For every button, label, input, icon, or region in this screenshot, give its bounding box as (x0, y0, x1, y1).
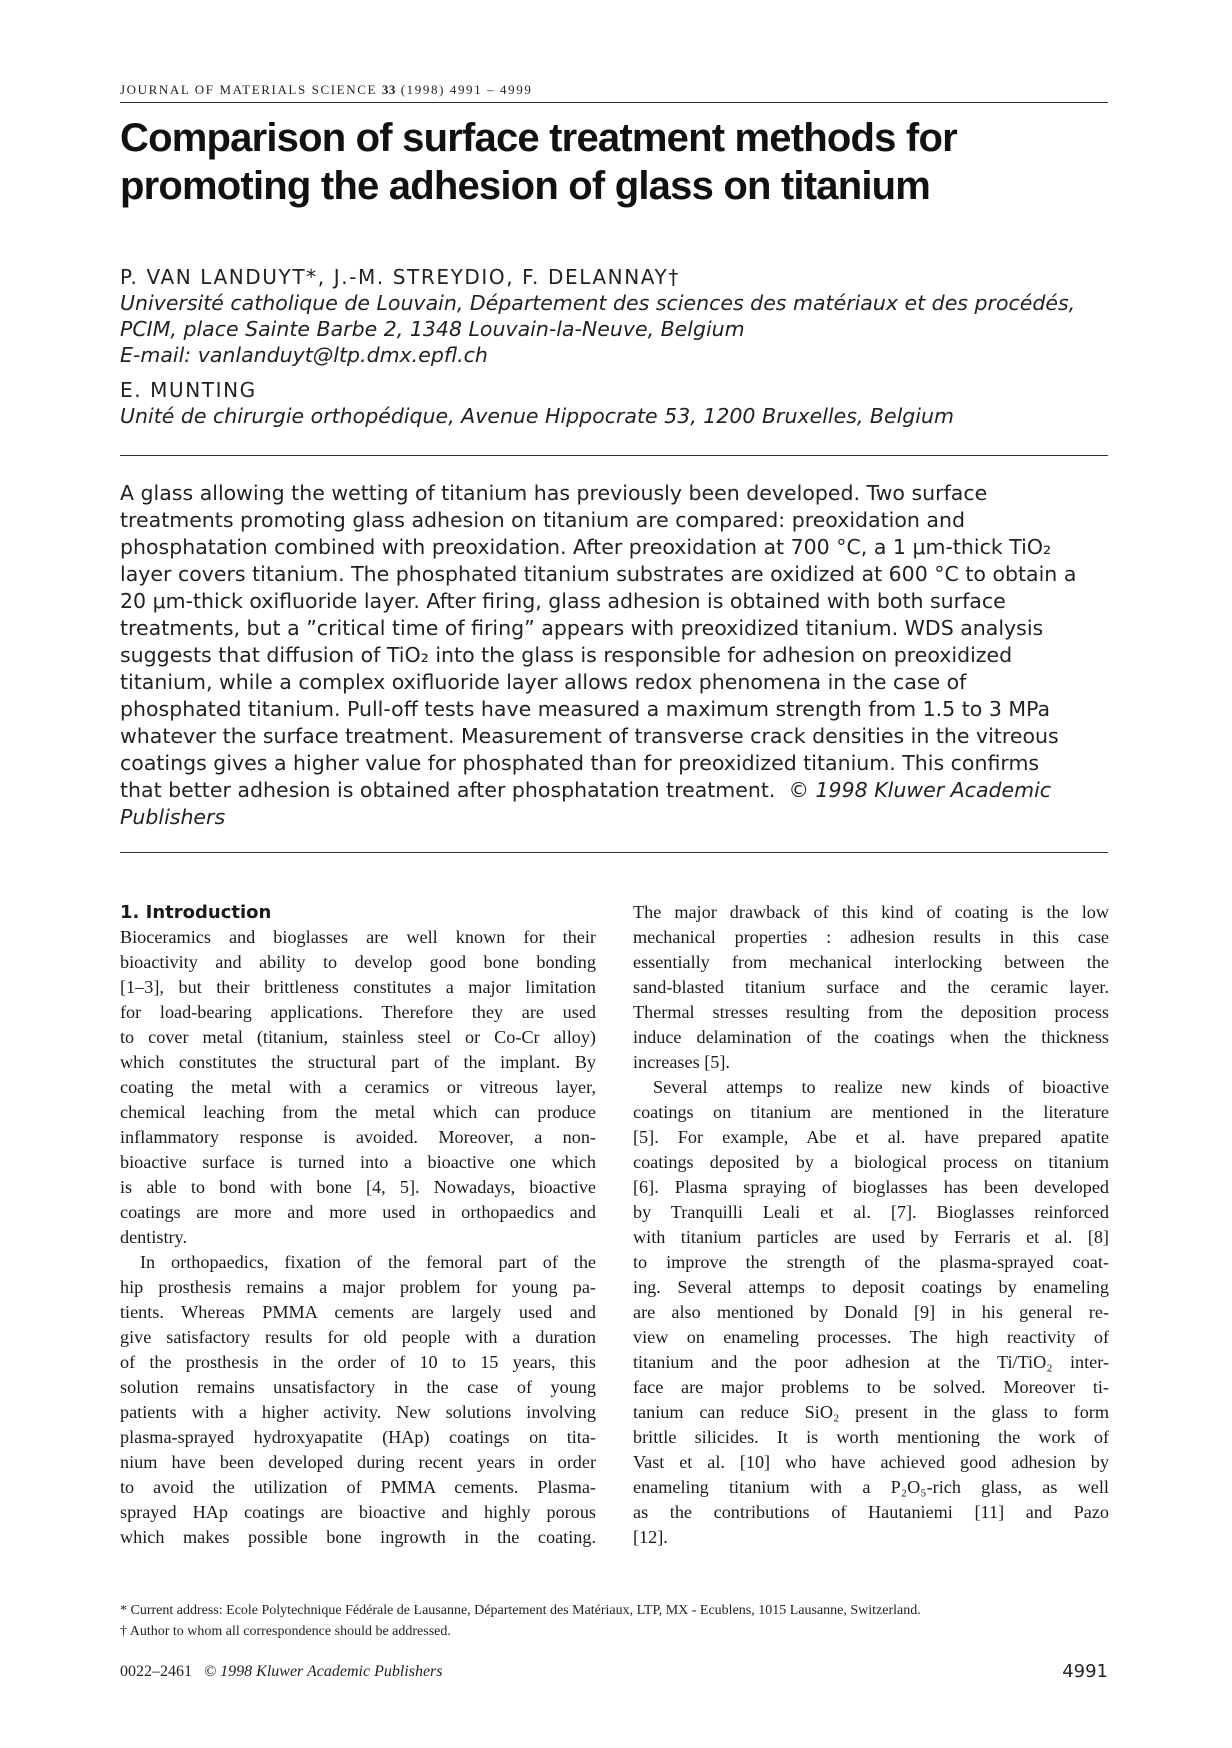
journal-running-header (120, 82, 1108, 103)
body-line: face are major problems to be solved. Moreover ti- (633, 1377, 1109, 1397)
journal-year-pages: (1998) 4991 – 4999 (400, 82, 533, 97)
footer-copyright: © 1998 Kluwer Academic Publishers (204, 1663, 443, 1680)
body-line: In orthopaedics, fixation of the femoral part of the (140, 1252, 596, 1272)
body-line: to avoid the utilization of PMMA cements. Plasma- (120, 1477, 596, 1497)
body-line: mechanical properties : adhesion results in this case (633, 927, 1109, 947)
body-line: give satisfactory results for old people with a duration (120, 1327, 596, 1347)
author-email: E-mail: vanlanduyt@ltp.dmx.epfl.ch (120, 343, 488, 367)
abstract-line: phosphatation combined with preoxidation. After preoxidation at 700 °C, a 1 μm-thick TiO₂ (120, 535, 1052, 559)
body-line: [6]. Plasma spraying of bioglasses has been developed (633, 1177, 1109, 1197)
abstract-line: A glass allowing the wetting of titanium has previously been developed. Two surface (120, 481, 988, 505)
abstract-line: treatments, but a ”critical time of firing” appears with preoxidized titanium. WDS analysis (120, 616, 1044, 640)
journal-name: JOURNAL OF MATERIALS SCIENCE (120, 82, 378, 97)
body-line: essentially from mechanical interlocking between the (633, 952, 1109, 972)
body-line: by Tranquilli Leali et al. [7]. Bioglasses reinforced (633, 1202, 1109, 1222)
body-line: plasma-sprayed hydroxyapatite (HAp) coatings on tita- (120, 1427, 596, 1447)
body-line: as the contributions of Hautaniemi [11] and Pazo (633, 1502, 1109, 1522)
title-line: Comparison of surface treatment methods for (120, 116, 957, 160)
footer-issn: 0022–2461 (120, 1663, 192, 1680)
body-line: view on enameling processes. The high reactivity of (633, 1327, 1109, 1347)
footnotes (120, 1600, 1120, 1642)
body-line: [12]. (633, 1527, 668, 1547)
body-line: chemical leaching from the metal which can produce (120, 1102, 596, 1122)
body-line: nium have been developed during recent years in order (120, 1452, 596, 1472)
title-line: promoting the adhesion of glass on titanium (120, 164, 931, 208)
affiliation-1 (120, 290, 1120, 368)
body-line: sprayed HAp coatings are bioactive and highly porous (120, 1502, 596, 1522)
article-title (120, 114, 1120, 210)
body-line: ing. Several attemps to deposit coatings by enameling (633, 1277, 1109, 1297)
affiliation-line: PCIM, place Sainte Barbe 2, 1348 Louvain-la-Neuve, Belgium (120, 317, 745, 341)
abstract-line-text: that better adhesion is obtained after phosphatation treatment. (120, 778, 776, 802)
body-line: titanium and the poor adhesion at the Ti/TiO₂ inter- (633, 1352, 1109, 1372)
abstract-copyright: © 1998 Kluwer Academic (788, 778, 1052, 802)
footnote-current-address: * Current address: Ecole Polytechnique Fédérale de Lausanne, Département des Matériaux, LTP, MX - Ecublens, 1015 Lausanne, Switzerland. (120, 1603, 921, 1618)
body-line: inflammatory response is avoided. Moreover, a non- (120, 1127, 596, 1147)
body-line: are also mentioned by Donald [9] in his general re- (633, 1302, 1109, 1322)
body-line: sand-blasted titanium surface and the ceramic layer. (633, 977, 1109, 997)
body-line: tanium can reduce SiO₂ present in the glass to form (633, 1402, 1109, 1422)
body-line: patients with a higher activity. New solutions involving (120, 1402, 596, 1422)
body-line: to cover metal (titanium, stainless steel or Co-Cr alloy) (120, 1027, 596, 1047)
body-line: The major drawback of this kind of coating is the low (633, 902, 1109, 922)
body-line: which constitutes the structural part of the implant. By (120, 1052, 596, 1072)
body-line: enameling titanium with a P₂O₅-rich glass, as well (633, 1477, 1109, 1497)
body-line: increases [5]. (633, 1052, 730, 1072)
affiliation-2 (120, 403, 1120, 429)
body-line: of the prosthesis in the order of 10 to 15 years, this (120, 1352, 596, 1372)
body-line: [1–3], but their brittleness constitutes a major limitation (120, 977, 596, 997)
body-line: bioactivity and ability to develop good bone bonding (120, 952, 596, 972)
body-line: [5]. For example, Abe et al. have prepared apatite (633, 1127, 1109, 1147)
body-line: is able to bond with bone [4, 5]. Nowadays, bioactive (120, 1177, 596, 1197)
abstract-line: coatings gives a higher value for phosphated than for preoxidized titanium. This confirms (120, 751, 1040, 775)
body-line: Several attemps to realize new kinds of bioactive (653, 1077, 1109, 1097)
divider-bottom (120, 852, 1108, 853)
affiliation-line: Université catholique de Louvain, Département des sciences des matériaux et des procédés, (120, 291, 1076, 315)
abstract-line: titanium, while a complex oxifluoride layer allows redox phenomena in the case of (120, 670, 967, 694)
abstract-line (120, 777, 1110, 804)
body-line: dentistry. (120, 1227, 188, 1247)
body-line: with titanium particles are used by Ferraris et al. [8] (633, 1227, 1109, 1247)
affiliation-line: Unité de chirurgie orthopédique, Avenue Hippocrate 53, 1200 Bruxelles, Belgium (120, 404, 954, 428)
abstract-line: treatments promoting glass adhesion on titanium are compared: preoxidation and (120, 508, 965, 532)
footnote-correspondence: † Author to whom all correspondence should be addressed. (120, 1624, 451, 1639)
footer-issn-copyright (120, 1663, 443, 1681)
abstract-line: suggests that diffusion of TiO₂ into the glass is responsible for adhesion on preoxidized (120, 643, 1013, 667)
body-line: brittle silicides. It is worth mentioning the work of (633, 1427, 1109, 1447)
author-list-2: E. MUNTING (120, 378, 257, 402)
body-line: to improve the strength of the plasma-sprayed coat- (633, 1252, 1109, 1272)
abstract-line: 20 μm-thick oxifluoride layer. After firing, glass adhesion is obtained with both surface (120, 589, 1006, 613)
divider-top (120, 455, 1108, 456)
right-column (633, 900, 1109, 1550)
abstract-copyright-end: Publishers (120, 805, 226, 829)
body-line: for load-bearing applications. Therefore they are used (120, 1002, 596, 1022)
body-line: hip prosthesis remains a major problem for young pa- (120, 1277, 596, 1297)
body-line: coatings on titanium are mentioned in the literature (633, 1102, 1109, 1122)
author-list-1: P. VAN LANDUYT*, J.-M. STREYDIO, F. DELANNAY† (120, 265, 680, 289)
abstract-line: layer covers titanium. The phosphated titanium substrates are oxidized at 600 °C to obtain a (120, 562, 1077, 586)
body-line: which makes possible bone ingrowth in the coating. (120, 1527, 596, 1547)
body-line: tients. Whereas PMMA cements are largely used and (120, 1302, 596, 1322)
journal-volume: 33 (381, 82, 396, 97)
body-line: Bioceramics and bioglasses are well known for their (120, 927, 596, 947)
body-line: coatings are more and more used in orthopaedics and (120, 1202, 596, 1222)
body-line: coating the metal with a ceramics or vitreous layer, (120, 1077, 596, 1097)
body-line: solution remains unsatisfactory in the case of young (120, 1377, 596, 1397)
abstract (120, 480, 1110, 831)
body-line: coatings deposited by a biological process on titanium (633, 1152, 1109, 1172)
page-number: 4991 (1062, 1661, 1108, 1682)
abstract-line: phosphated titanium. Pull-off tests have measured a maximum strength from 1.5 to 3 MPa (120, 697, 1051, 721)
body-line: Thermal stresses resulting from the deposition process (633, 1002, 1109, 1022)
abstract-line: whatever the surface treatment. Measurement of transverse crack densities in the vitreous (120, 724, 1059, 748)
body-line: bioactive surface is turned into a bioactive one which (120, 1152, 596, 1172)
body-line: Vast et al. [10] who have achieved good adhesion by (633, 1452, 1109, 1472)
body-line: induce delamination of the coatings when the thickness (633, 1027, 1109, 1047)
left-column (120, 900, 596, 1550)
section-heading: 1. Introduction (120, 902, 272, 923)
